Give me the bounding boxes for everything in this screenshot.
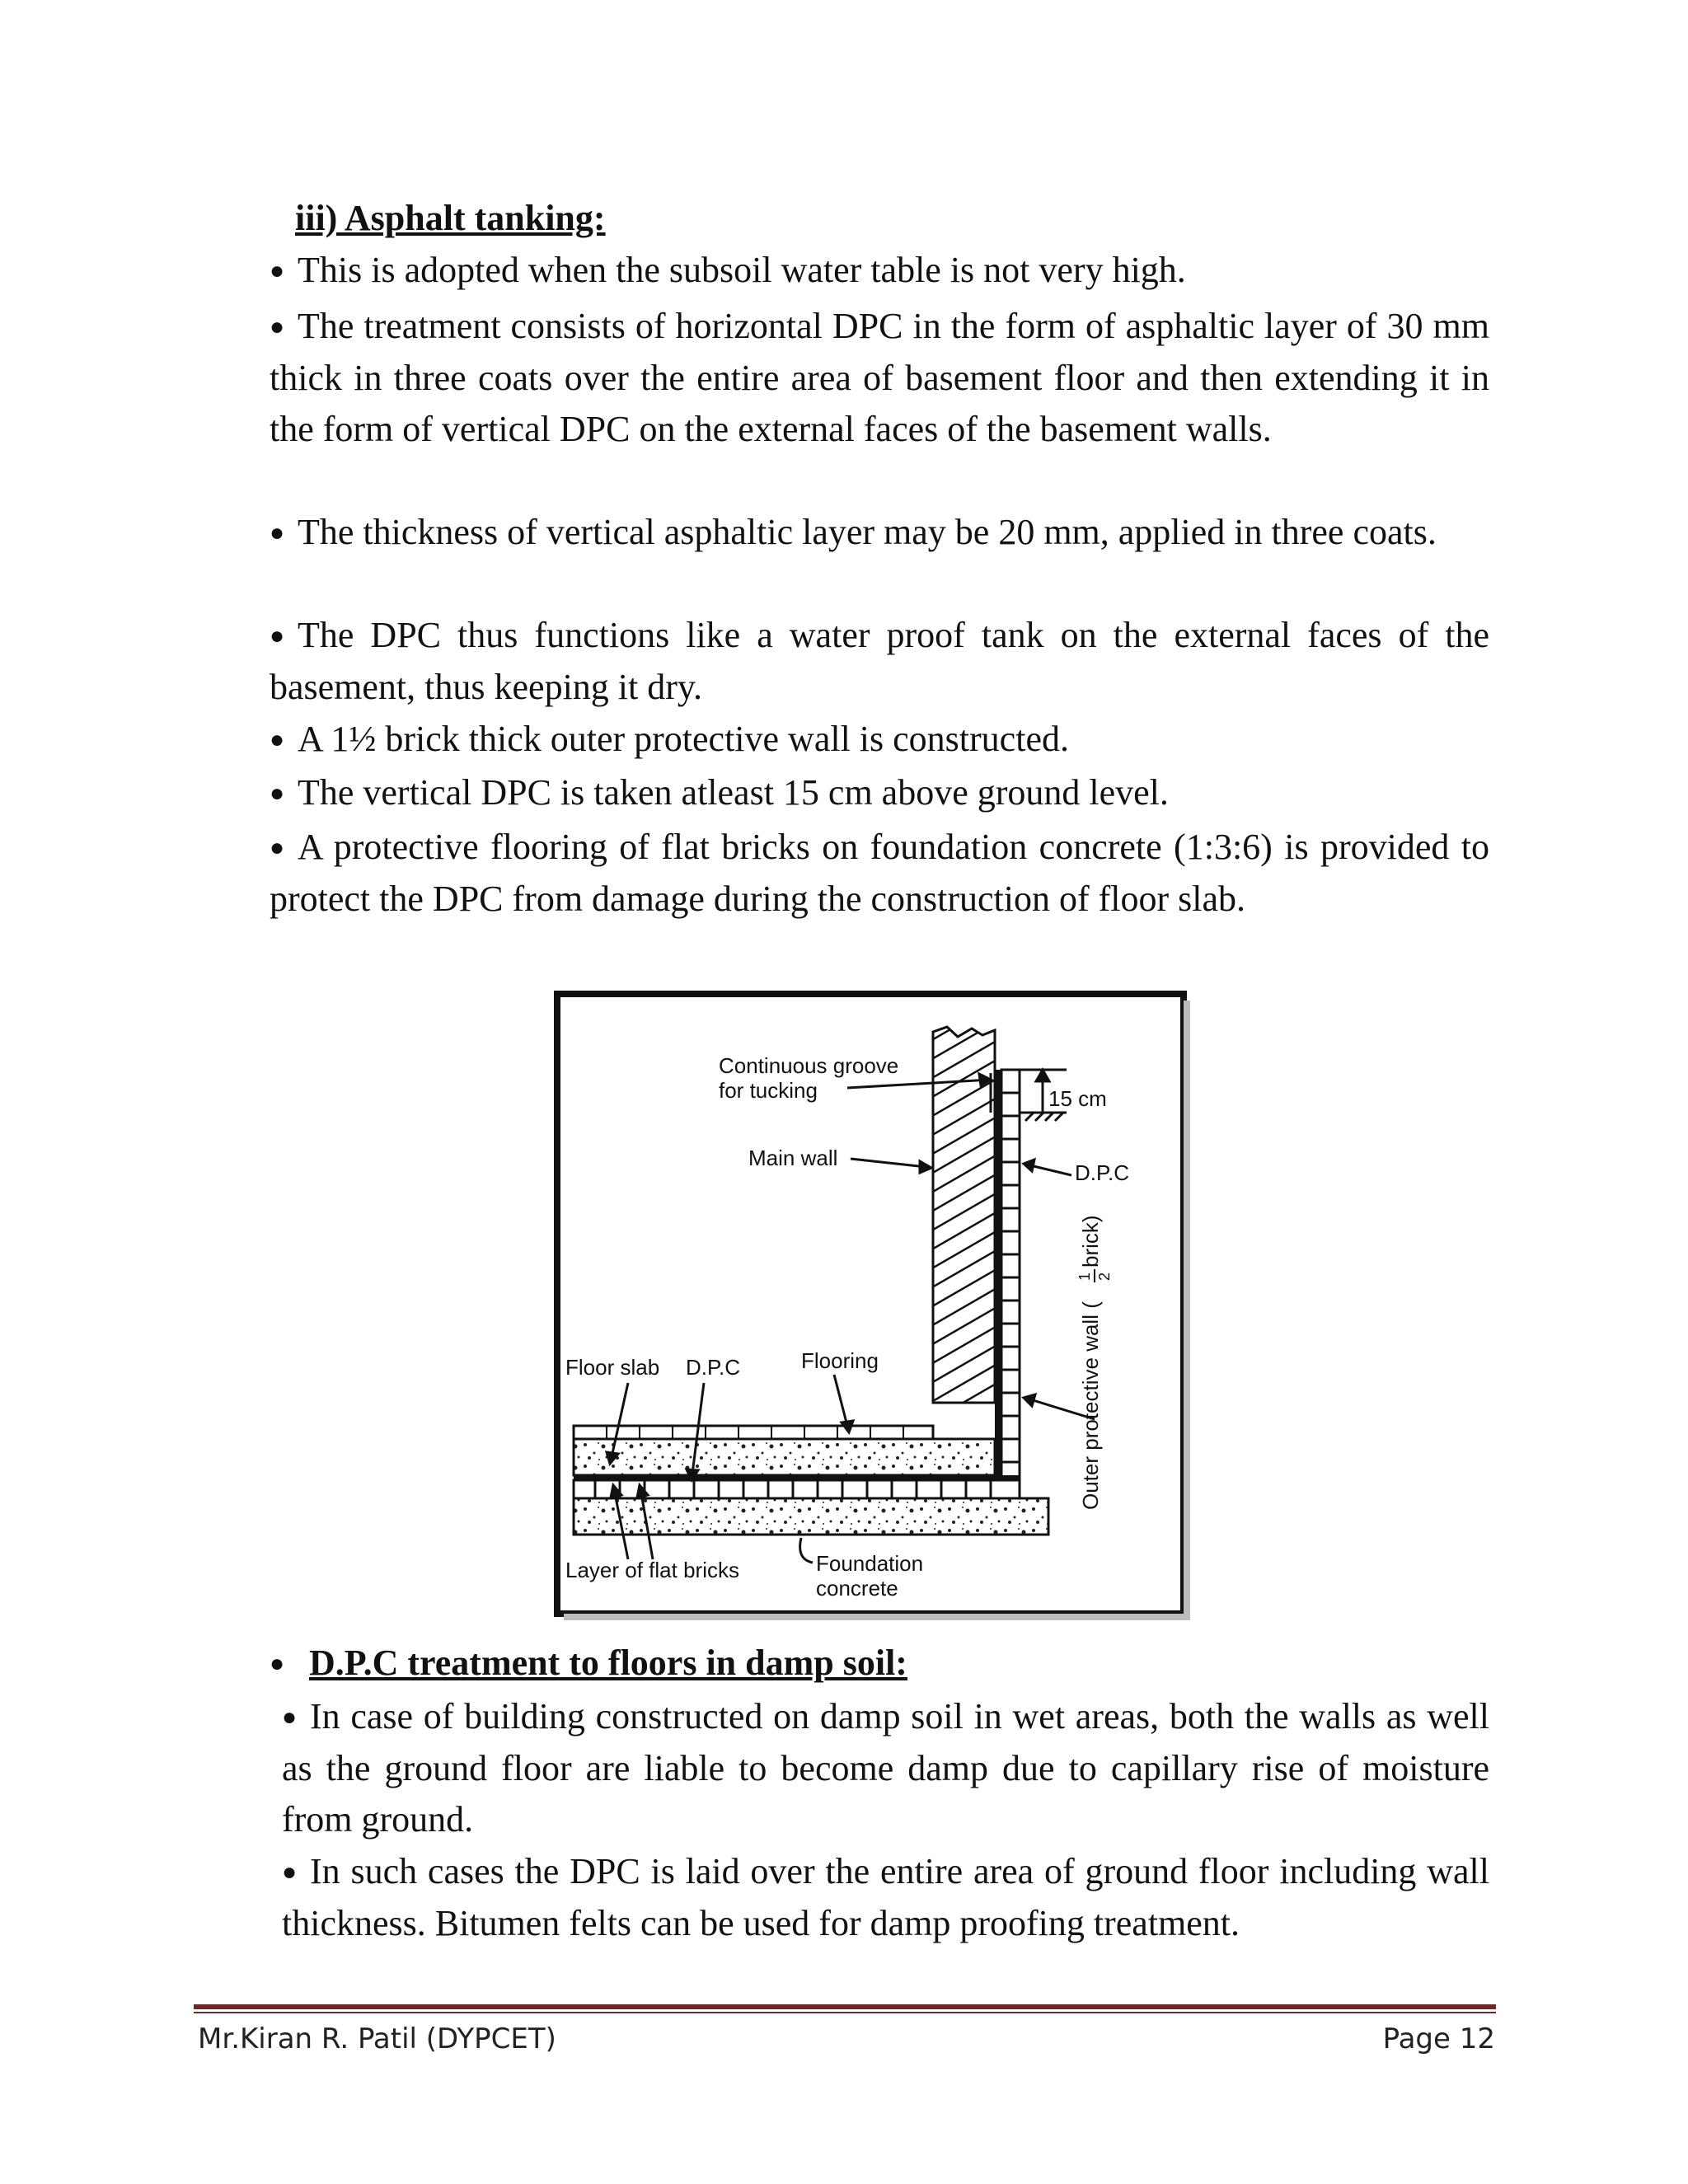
bullet-icon: ● bbox=[270, 726, 285, 753]
label-groove-2: for tucking bbox=[719, 1078, 818, 1103]
bullet-text: In case of building constructed on damp soil in wet areas, both the walls as well as the ground floor are liable to become damp due to capillary rise of moisture from ground. bbox=[282, 1696, 1489, 1840]
bullet-text: The DPC thus functions like a water proof tank on the external faces of the basement, thus keeping it dry. bbox=[270, 615, 1489, 707]
bullet-paragraph bbox=[270, 610, 1489, 713]
bullet-paragraph bbox=[282, 1691, 1489, 1845]
bullet-text: A 1½ brick thick outer protective wall is constructed. bbox=[298, 719, 1069, 759]
asphalt-tanking-diagram bbox=[554, 991, 1197, 1624]
svg-text:brick): brick) bbox=[1078, 1215, 1103, 1268]
label-main-wall: Main wall bbox=[748, 1146, 838, 1170]
bullet-paragraph bbox=[270, 767, 1489, 819]
label-foundation-2: concrete bbox=[816, 1576, 898, 1601]
bullet-icon: ● bbox=[270, 1650, 285, 1677]
section-heading-dpc-treatment bbox=[270, 1640, 907, 1687]
floor-slab bbox=[574, 1439, 995, 1475]
bullet-icon: ● bbox=[282, 1704, 298, 1731]
heading-text: D.P.C treatment to floors in damp soil: bbox=[309, 1643, 907, 1683]
label-foundation-1: Foundation bbox=[816, 1551, 924, 1576]
bullet-text: The thickness of vertical asphaltic layer may be 20 mm, applied in three coats. bbox=[298, 512, 1437, 552]
bullet-text: The treatment consists of horizontal DPC in the form of asphaltic layer of 30 mm thick in three coats over the entire area of basement floor and then extending it in the form of vertical DPC on the external faces of the basement walls. bbox=[270, 306, 1489, 449]
footer-rule-thin bbox=[194, 2012, 1496, 2013]
label-groove-1: Continuous groove bbox=[719, 1053, 899, 1078]
bullet-icon: ● bbox=[270, 519, 285, 546]
bullet-paragraph bbox=[270, 245, 1489, 297]
svg-text:Outer protective wall (: Outer protective wall ( bbox=[1078, 1301, 1103, 1510]
bullet-text: A protective flooring of flat bricks on foundation concrete (1:3:6) is provided to protect the DPC from damage during the construction of floor slab. bbox=[270, 827, 1489, 919]
dimension-label: 15 cm bbox=[1048, 1086, 1107, 1111]
label-floor-slab: Floor slab bbox=[565, 1355, 660, 1380]
svg-text:1: 1 bbox=[1076, 1272, 1093, 1281]
bullet-text: The vertical DPC is taken atleast 15 cm above ground level. bbox=[298, 772, 1169, 813]
bullet-text: In such cases the DPC is laid over the entire area of ground floor including wall thickness. Bitumen felts can be used for damp proofing treatment. bbox=[282, 1851, 1489, 1943]
label-flooring: Flooring bbox=[801, 1348, 879, 1373]
bullet-paragraph bbox=[270, 714, 1489, 766]
bullet-paragraph bbox=[270, 301, 1489, 455]
bullet-icon: ● bbox=[270, 780, 285, 807]
label-flat-bricks: Layer of flat bricks bbox=[565, 1558, 739, 1582]
bullet-icon: ● bbox=[270, 622, 285, 649]
bullet-text: This is adopted when the subsoil water table is not very high. bbox=[298, 250, 1186, 290]
outer-protective-wall bbox=[1001, 1070, 1020, 1531]
bullet-paragraph bbox=[282, 1846, 1489, 1949]
bullet-icon: ● bbox=[282, 1858, 298, 1886]
footer-author: Mr.Kiran R. Patil (DYPCET) bbox=[198, 2022, 556, 2055]
bullet-paragraph bbox=[270, 822, 1489, 925]
footer-page-number: Page 12 bbox=[1382, 2022, 1495, 2055]
flooring-layer bbox=[574, 1426, 933, 1439]
bullet-paragraph bbox=[270, 507, 1489, 559]
footer-rule bbox=[194, 2004, 1496, 2016]
bullet-icon: ● bbox=[270, 834, 285, 861]
bullet-icon: ● bbox=[270, 257, 285, 284]
svg-text:2: 2 bbox=[1096, 1272, 1113, 1281]
label-dpc-right: D.P.C bbox=[1075, 1160, 1129, 1185]
bullet-icon: ● bbox=[270, 313, 285, 340]
section-heading-asphalt-tanking: iii) Asphalt tanking: bbox=[295, 198, 606, 238]
label-dpc-left: D.P.C bbox=[686, 1355, 740, 1380]
